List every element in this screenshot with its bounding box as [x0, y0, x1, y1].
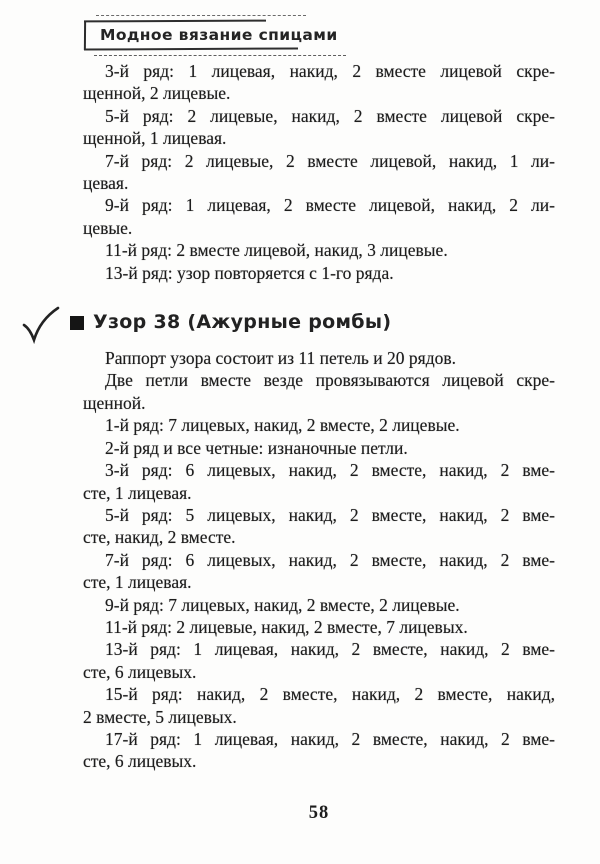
text-line: 9-й ряд: 1 лицевая, 2 вместе лицевой, накид, 2 ли- — [105, 195, 555, 216]
text-line: 11-й ряд: 2 лицевые, накид, 2 вместе, 7 лицевых. — [105, 616, 468, 637]
text-line: 2 вместе, 5 лицевых. — [83, 706, 237, 727]
text-line: 13-й ряд: узор повторяется с 1-го ряда. — [105, 262, 394, 283]
text-line: 15-й ряд: накид, 2 вместе, накид, 2 вместе, накид, — [105, 684, 555, 705]
section-pattern-38 — [83, 347, 555, 773]
paragraph — [83, 347, 555, 369]
text-line: 9-й ряд: 7 лицевых, накид, 2 вместе, 2 лицевые. — [105, 594, 460, 615]
text-line: щенной, 1 лицевая. — [83, 128, 227, 149]
text-line: 2-й ряд и все четные: изнаночные петли. — [105, 437, 408, 458]
paragraph — [83, 594, 555, 616]
paragraph — [83, 414, 555, 436]
text-line: 3-й ряд: 6 лицевых, накид, 2 вместе, накид, 2 вме- — [105, 460, 555, 481]
text-line: сте, 6 лицевых. — [83, 661, 197, 682]
header-box-top-line — [84, 20, 266, 23]
paragraph — [83, 150, 555, 195]
paragraph — [83, 616, 555, 638]
square-bullet-icon — [70, 316, 84, 330]
text-line: Раппорт узора состоит из 11 петель и 20 рядов. — [105, 348, 456, 369]
section-rows-continued — [83, 60, 555, 284]
text-line: 5-й ряд: 2 лицевые, накид, 2 вместе лицевой скре- — [105, 105, 555, 126]
text-line: 7-й ряд: 2 лицевые, 2 вместе лицевой, накид, 1 ли- — [105, 150, 555, 171]
text-line: 13-й ряд: 1 лицевая, накид, 2 вместе, накид, 2 вме- — [105, 639, 555, 660]
text-line: 3-й ряд: 1 лицевая, накид, 2 вместе лицевой скре- — [105, 61, 555, 81]
paragraph — [83, 638, 555, 683]
paragraph — [83, 504, 555, 549]
paragraph — [83, 262, 555, 284]
paragraph — [83, 194, 555, 239]
paragraph — [83, 549, 555, 594]
text-column — [83, 60, 555, 773]
paragraph — [83, 369, 555, 414]
text-line: сте, накид, 2 вместе. — [83, 527, 236, 548]
section-heading-row — [70, 308, 555, 336]
text-line: сте, 6 лицевых. — [83, 751, 197, 772]
paragraph — [83, 683, 555, 728]
paragraph — [83, 437, 555, 459]
text-line: цевые. — [83, 217, 133, 238]
paragraph — [83, 105, 555, 150]
text-line: цевая. — [83, 173, 129, 194]
header-box-top-dashes — [96, 15, 306, 16]
text-line: сте, 1 лицевая. — [83, 572, 192, 593]
header-box-bottom-dashes — [94, 55, 346, 56]
text-line: 5-й ряд: 5 лицевых, накид, 2 вместе, накид, 2 вме- — [105, 504, 555, 525]
section-heading: Узор 38 (Ажурные ромбы) — [93, 311, 392, 334]
page-number: 58 — [308, 803, 330, 823]
text-line: сте, 1 лицевая. — [83, 482, 192, 503]
paragraph — [83, 728, 555, 773]
text-line: 11-й ряд: 2 вместе лицевой, накид, 3 лицевые. — [105, 240, 448, 261]
text-line: щенной. — [83, 392, 146, 413]
text-line: 17-й ряд: 1 лицевая, накид, 2 вместе, накид, 2 вме- — [105, 728, 555, 749]
text-line: Две петли вместе везде провязываются лицевой скре- — [105, 370, 555, 391]
paragraph — [83, 60, 555, 105]
paragraph — [83, 239, 555, 261]
text-line: 1-й ряд: 7 лицевых, накид, 2 вместе, 2 лицевые. — [105, 415, 460, 436]
header-box-left-line — [84, 21, 86, 50]
paragraph — [83, 459, 555, 504]
checkmark-icon — [21, 306, 61, 344]
text-line: щенной, 2 лицевые. — [83, 83, 231, 104]
text-line: 7-й ряд: 6 лицевых, накид, 2 вместе, накид, 2 вме- — [105, 549, 555, 570]
header-box-bottom-line — [84, 47, 298, 50]
running-head-title: Модное вязание спицами — [100, 26, 338, 44]
